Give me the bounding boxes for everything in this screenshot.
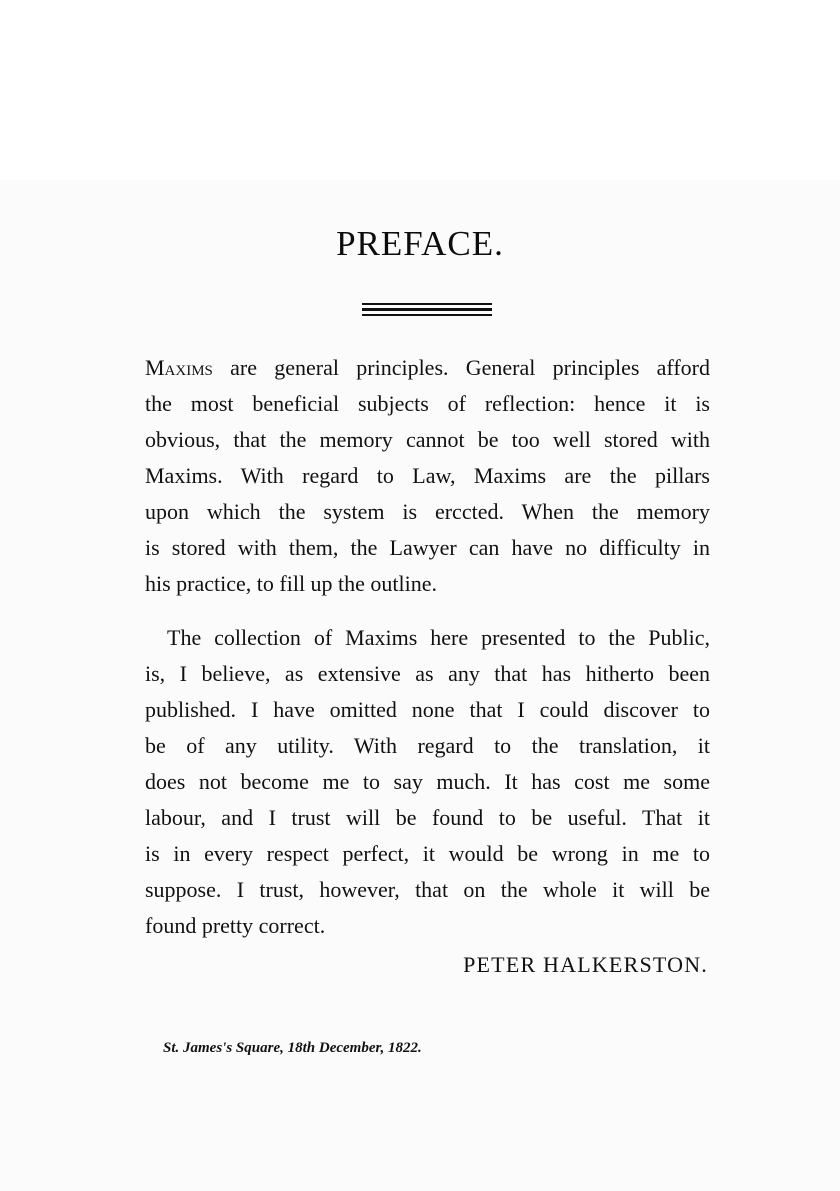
- paragraph-line: upon which the system is erccted. When the memory: [145, 499, 710, 524]
- paragraph-line: suppose. I trust, however, that on the whole it will be: [145, 877, 710, 902]
- paragraph-line: obvious, that the memory cannot be too well stored with: [145, 427, 710, 452]
- paragraph-line: is stored with them, the Lawyer can have no difficulty in: [145, 535, 710, 560]
- paragraph-line: The collection of Maxims here presented to the Public,: [167, 625, 710, 650]
- paragraph-line: published. I have omitted none that I could discover to: [145, 697, 710, 722]
- paragraph-line: labour, and I trust will be found to be useful. That it: [145, 805, 710, 830]
- paragraph-line: be of any utility. With regard to the translation, it: [145, 733, 710, 758]
- paragraph-line: Maxims. With regard to Law, Maxims are the pillars: [145, 463, 710, 488]
- paragraph-line: his practice, to fill up the outline.: [145, 571, 438, 596]
- paragraph-line: Maxims are general principles. General principles afford: [145, 355, 710, 380]
- paragraph-line: the most beneficial subjects of reflection: hence it is: [145, 391, 710, 416]
- preface-paragraph-1: [145, 350, 710, 602]
- dateline: St. James's Square, 18th December, 1822.: [163, 1040, 422, 1056]
- paragraph-line: is, I believe, as extensive as any that has hitherto been: [145, 661, 710, 686]
- preface-paragraph-2: [145, 620, 710, 944]
- rule-line-bottom: [362, 314, 492, 316]
- paragraph-line: is in every respect perfect, it would be wrong in me to: [145, 841, 710, 866]
- rule-line-middle: [362, 308, 492, 311]
- page-title: PREFACE.: [336, 224, 504, 263]
- rule-line-top: [362, 303, 492, 305]
- author-signature: PETER HALKERSTON.: [463, 952, 708, 977]
- title-rule-divider: [362, 303, 492, 317]
- paragraph-line: found pretty correct.: [145, 913, 326, 938]
- paragraph-line: does not become me to say much. It has cost me some: [145, 769, 710, 794]
- small-caps-word: Maxims: [145, 355, 213, 380]
